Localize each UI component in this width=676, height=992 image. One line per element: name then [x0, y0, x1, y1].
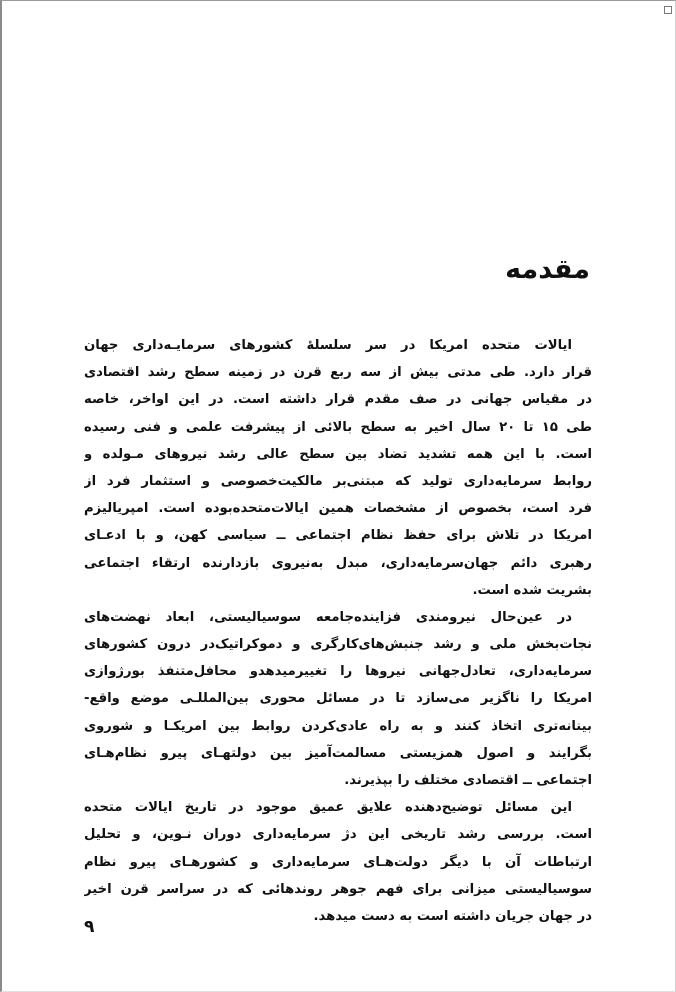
text-line: ارتباطات آن با دیگر دولت‌هـای سرمایه‌داری و کشورهـای پیرو نظام: [84, 854, 592, 870]
text-line: قرار دارد. طی مدتی بیش از سه ربع قرن در زمینه سطح رشد اقتصادی: [84, 365, 592, 381]
corner-mark: [664, 6, 672, 14]
text-line: اجتماعی ــ اقتصادی مختلف را بپذیرند.: [344, 773, 592, 788]
text-line: نجات‌بخش ملی و رشد جنبش‌های‌کارگری و دموکراتیک‌در درون کشورهای: [84, 637, 592, 653]
text-line: است. با این همه تشدید تضاد بین سطح عالی رشد نیروهای مـولده و: [84, 446, 592, 462]
body-text: [84, 332, 592, 930]
text-line: امریکا در تلاش برای حفظ نظام اجتماعی ــ سیاسی کهن، و با ادعـای: [84, 528, 592, 544]
text-line: سوسیالیستی میزانی برای فهم جوهر روندهائی که در سراسر قرن اخیر: [84, 881, 592, 897]
text-line: در عین‌حال نیرومندی فزاینده‌جامعه سوسیالیستی، ابعاد نهضت‌های: [84, 609, 572, 625]
text-line: رهبری دائم جهان‌سرمایه‌داری، مبدل به‌نیروی بازدارنده ارتقاء اجتماعی: [84, 555, 592, 571]
text-line: فرد است، بخصوص از مشخصات همین ایالات‌متحده‌بوده است. امپریالیزم: [84, 501, 592, 517]
text-line: در جهان جریان داشته است به دست میدهد.: [313, 908, 592, 924]
text-line: امریکا را ناگزیر می‌سازد تا در مسائل محوری بین‌المللـی موضع واقع‌-: [84, 691, 592, 707]
text-line: سرمایه‌داری، تعادل‌جهانی نیروها را تغییرمیدهدو محافل‌متنفذ بورژوازی: [84, 664, 592, 680]
text-line: در مقیاس جهانی در صف مقدم قرار داشته است. در این اواخر، خاصه: [84, 392, 592, 408]
text-line: بگرایند و اصول همزیستی مسالمت‌آمیز بین دولتهـای پیرو نظام‌هـای: [84, 745, 592, 761]
chapter-title: مقدمه: [505, 254, 590, 285]
text-line: روابط سرمایه‌داری تولید که مبتنی‌بر مالکیت‌خصوصی و استثمار فرد از: [84, 473, 592, 489]
text-line: ایالات متحده امریکا در سر سلسلهٔ کشورهای سرمایـه‌داری جهان: [84, 338, 572, 353]
text-line: این مسائل توضیح‌دهنده علایق عمیق موجود در تاریخ ایالات متحده: [84, 800, 572, 816]
text-line: بینانه‌تری اتخاذ کنند و به راه عادی‌کردن روابط بین امریکـا و شوروی: [84, 718, 592, 734]
text-line: طی ۱۵ تا ۲۰ سال اخیر به سطح بالائی از پیشرفت علمی و فنی رسیده: [84, 419, 592, 435]
page-number: ۹: [84, 917, 95, 937]
text-line: است. بررسی رشد تاریخی این دژ سرمایه‌داری دوران نـوین، و تحلیل: [84, 827, 592, 843]
text-line: بشریت شده است.: [472, 582, 592, 598]
